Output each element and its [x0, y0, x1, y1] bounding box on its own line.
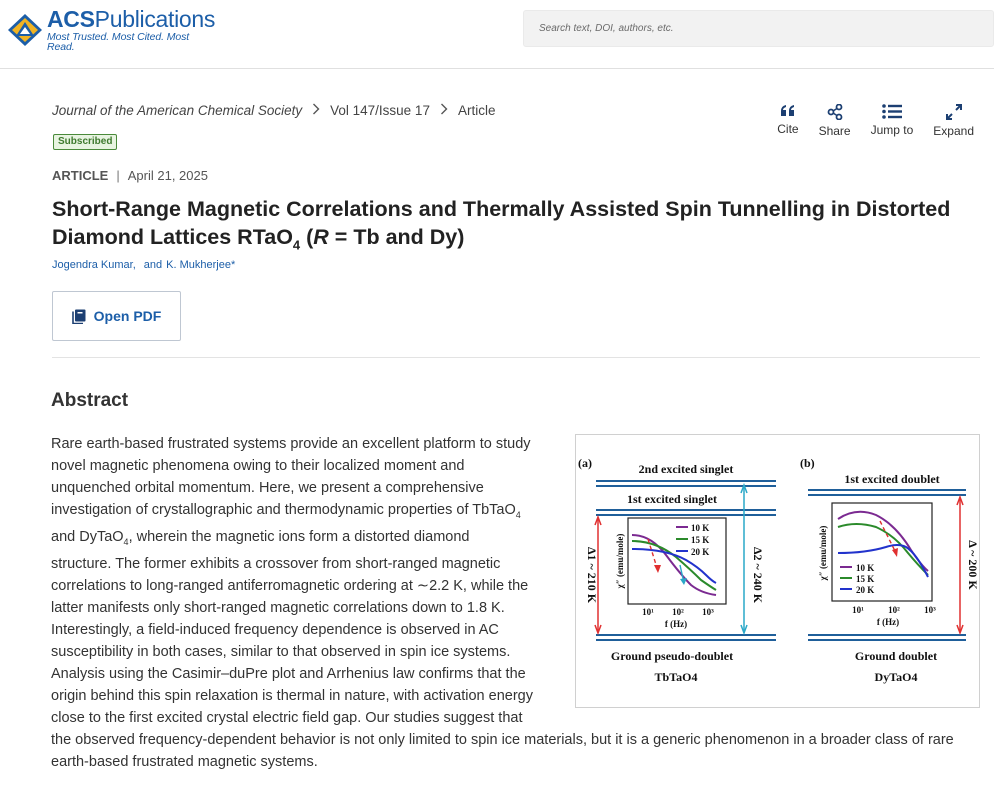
energy-level-diagram	[576, 435, 979, 707]
inset-a-ylabel: χ″ (emu/mole)	[615, 533, 625, 589]
compound-a: TbTaO4	[654, 670, 698, 684]
inset-b-xlabel: f (Hz)	[876, 617, 900, 627]
level-1st-excited: 1st excited singlet	[627, 492, 717, 506]
level-1st-excited-doublet: 1st excited doublet	[844, 472, 940, 486]
inset-b-tick: 10³	[924, 605, 936, 615]
article-tools	[757, 104, 974, 138]
breadcrumb-article: Article	[457, 103, 496, 118]
logo-wordmark: ACSPublications	[47, 5, 216, 32]
acs-emblem-icon	[6, 12, 44, 48]
chevron-right-icon	[312, 103, 320, 118]
expand-button[interactable]	[933, 104, 974, 138]
acs-logo[interactable]	[6, 5, 216, 53]
article-type: ARTICLE	[52, 168, 109, 183]
share-label: Share	[818, 124, 851, 138]
article-meta	[52, 168, 208, 183]
open-pdf-label: Open PDF	[93, 308, 162, 324]
legend-b-15k: 15 K	[856, 574, 875, 584]
quote-icon	[780, 104, 796, 118]
publication-date: April 21, 2025	[127, 168, 208, 183]
book-icon	[72, 309, 86, 324]
inset-a-xlabel: f (Hz)	[664, 619, 688, 629]
legend-a-15k: 15 K	[691, 535, 710, 545]
gap-delta: Δ ~ 200 K	[966, 540, 979, 590]
inset-a-tick: 10¹	[642, 607, 654, 617]
expand-label: Expand	[933, 124, 974, 138]
author-link[interactable]: Jogendra Kumar,	[52, 259, 136, 271]
jump-to-button[interactable]	[871, 104, 914, 138]
share-icon	[827, 104, 843, 120]
legend-b-10k: 10 K	[856, 563, 875, 573]
article-title: Short-Range Magnetic Correlations and Thermally Assisted Spin Tunnelling in Distorted Diamond Lattices RTaO$_4$ (R = Tb and Dy)	[52, 197, 951, 253]
abstract-text: Rare earth-based frustrated systems provide an excellent platform to study novel magnetic phenomena owing to their localized moment and unquenched orbital momentum. Here, we present a comprehensive investigation of crystallographic and thermodynamic properties of TbTaO$_4$ and DyTaO$_4$, wherein the magnetic ions form a distorted diamond structure. The former exhibits a crossover from short-ranged magnetic correlations to long-ranged antiferromagnetic ordering at ∼2.2 K, while the latter manifests only short-ranged magnetic correlations down to 1.8 K. Interestingly, a field-induced frequency dependence is observed in AC susceptibility in both cases, similar to that observed in spin ice systems. Analysis using the Casimir–duPre plot and Arrhenius law confirms that the origin behind this spin relaxation is thermal in nature, with activation energy close to the first excited crystal electric field gap. Our studies suggest that the observed frequency-dependent behavior is not only limited to spin ice materials, but it is a generic phenomenon in a broader class of rare earth-based frustrated magnetic systems.	[51, 436, 954, 770]
abstract-heading: Abstract	[51, 390, 129, 411]
list-icon	[882, 104, 902, 119]
section-divider	[52, 357, 980, 358]
legend-a-10k: 10 K	[691, 523, 710, 533]
expand-icon	[946, 104, 962, 120]
site-header	[0, 0, 994, 69]
level-2nd-excited: 2nd excited singlet	[638, 462, 734, 476]
breadcrumb	[52, 103, 495, 118]
inset-a-tick: 10²	[672, 607, 684, 617]
search-box	[523, 10, 994, 47]
chevron-right-icon	[440, 103, 448, 118]
cite-label: Cite	[777, 122, 799, 136]
meta-separator: |	[116, 168, 120, 183]
legend-a-20k: 20 K	[691, 547, 710, 557]
cite-button[interactable]	[777, 104, 798, 138]
compound-b: DyTaO4	[874, 670, 918, 684]
inset-b-ylabel: χ″ (emu/mole)	[818, 525, 828, 581]
open-pdf-button[interactable]	[52, 291, 181, 341]
logo-tagline: Most Trusted. Most Cited. Most Read.	[47, 30, 190, 53]
gap-delta2: Δ2 ~ 240 K	[751, 546, 765, 604]
panel-b-tag: (b)	[800, 456, 815, 470]
inset-b-tick: 10¹	[852, 605, 864, 615]
legend-b-20k: 20 K	[856, 585, 875, 595]
gap-delta1: Δ1 ~ 210 K	[585, 546, 599, 604]
inset-b-tick: 10²	[888, 605, 900, 615]
search-input[interactable]	[524, 11, 993, 46]
breadcrumb-issue[interactable]: Vol 147/Issue 17	[330, 103, 430, 118]
jump-to-label: Jump to	[870, 123, 914, 137]
author-link[interactable]: K. Mukherjee*	[166, 259, 236, 271]
subscribed-badge: Subscribed	[53, 134, 117, 150]
level-ground-b: Ground doublet	[854, 649, 938, 663]
author-and: and	[143, 259, 163, 271]
breadcrumb-journal[interactable]: Journal of the American Chemical Society	[52, 103, 303, 118]
panel-a-tag: (a)	[578, 456, 592, 470]
author-list	[52, 259, 235, 271]
share-button[interactable]	[819, 104, 851, 138]
toc-graphic[interactable]	[575, 434, 980, 708]
level-ground-a: Ground pseudo-doublet	[610, 649, 734, 663]
inset-a-tick: 10³	[702, 607, 714, 617]
